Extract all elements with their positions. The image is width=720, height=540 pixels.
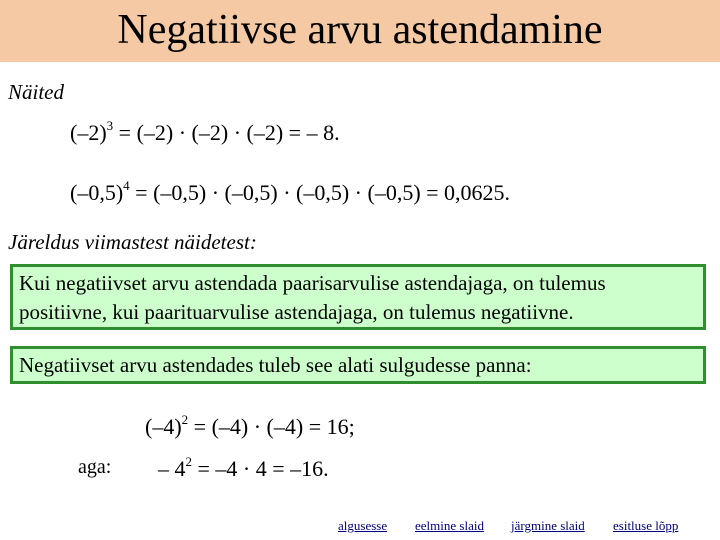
example-1-formula — [70, 118, 340, 146]
example-4-rest: = –4 · 4 = –16. — [192, 456, 329, 481]
nav-start-link[interactable]: algusesse — [338, 518, 388, 533]
example-1-base: (–2) — [70, 120, 107, 145]
rule-box: Kui negatiivset arvu astendada paarisarvulise astendajaga, on tulemus positiivne, kui paarituarvulise astendajaga, on tulemus negatiivne. — [10, 264, 706, 330]
example-2-base: (–0,5) — [70, 180, 124, 205]
examples-label: Näited — [8, 80, 64, 104]
example-2-formula — [70, 178, 510, 206]
parentheses-box: Negatiivset arvu astendades tuleb see alati sulgudesse panna: — [10, 346, 706, 384]
example-2-exponent: 4 — [123, 178, 130, 193]
but-label: aga: — [78, 456, 112, 478]
example-1-exponent: 3 — [106, 118, 114, 133]
example-4-prefix: – 4 — [158, 456, 186, 481]
example-1-rest: = (–2) · (–2) · (–2) = – 8. — [113, 120, 340, 145]
example-3-exponent: 2 — [181, 412, 189, 427]
example-2-rest: = (–0,5) · (–0,5) · (–0,5) · (–0,5) = 0,0625. — [129, 180, 511, 205]
example-3-base: (–4) — [145, 414, 182, 439]
nav-prev-link[interactable]: eelmine slaid — [415, 518, 484, 533]
example-4-formula — [158, 454, 329, 482]
slide-title: Negatiivse arvu astendamine — [117, 7, 603, 53]
nav-end-link[interactable]: esitluse lõpp — [613, 518, 679, 533]
example-3-formula — [145, 412, 355, 440]
example-4-exponent: 2 — [185, 454, 192, 469]
conclusion-label: Järeldus viimastest näidetest: — [8, 230, 257, 254]
nav-next-link[interactable]: järgmine slaid — [511, 518, 585, 533]
example-3-rest: = (–4) · (–4) = 16; — [188, 414, 355, 439]
